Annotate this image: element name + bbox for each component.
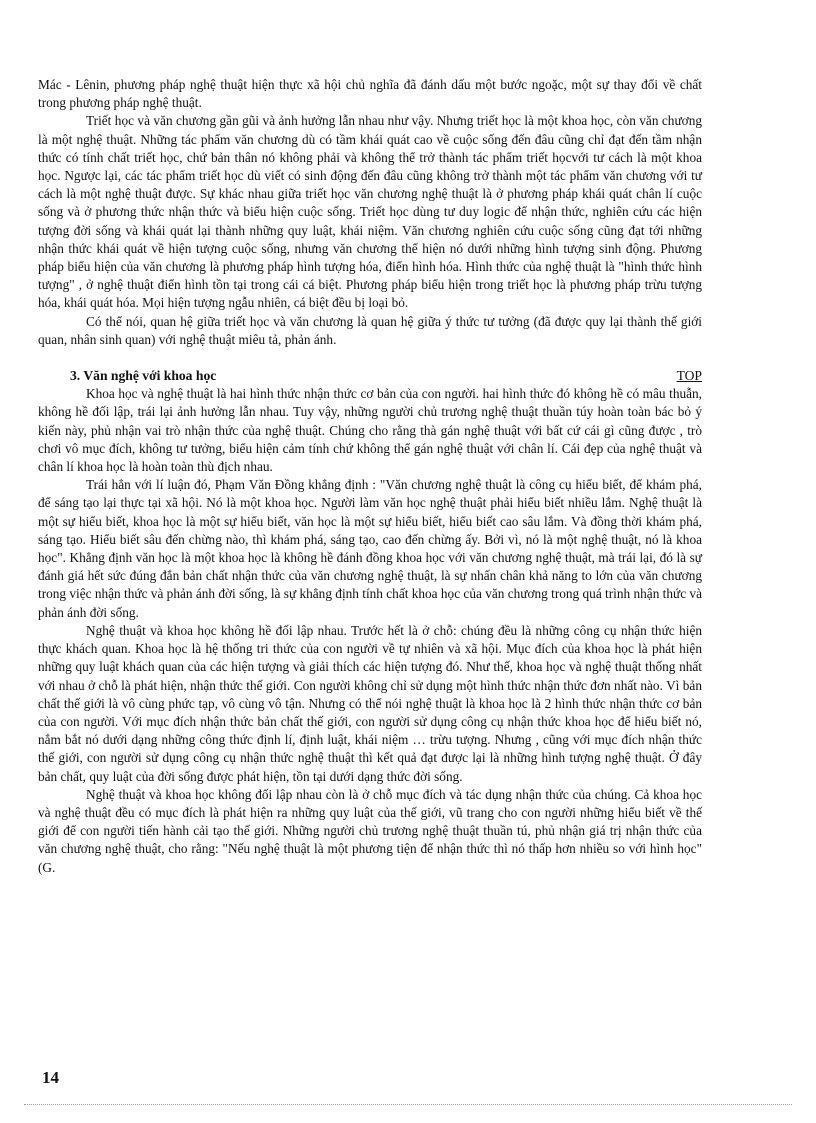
paragraph: Triết học và văn chương gần gũi và ảnh hưởng lẫn nhau như vậy. Nhưng triết học là một khoa học, còn văn chương là một nghệ thuật. Những tác phẩm văn chương dù có tầm khái quát cao về cuộc sống đến đâu cũng chỉ đạt đến tầm nhận thức có tính chất triết học, chứ bản thân nó không phải và không thể trở thành tác phẩm triết họcvới tư cách là một khoa học. Ngược lại, các tác phẩm triết học dù viết có sinh động đến đâu cũng không trở thành một tác phẩm văn chương với tư cách là một nghệ thuật được. Sự khác nhau giữa triết học văn chương nghệ thuật là ở phương pháp khái quát chân lí cuộc sống và ở phương thức nhận thức và biểu hiện cuộc sống. Triết học dùng tư duy logic để nhận thức, nghiên cứu các hiện tượng đời sống và khái quát lại thành những quy luật, khái niệm. Văn chương nghiên cứu cuộc sống cũng đạt tới những nhận thức khái quát về hiện tượng cuộc sống, nhưng văn chương thể hiện nó dưới những hình tượng sinh động. Phương pháp biểu hiện của văn chương là phương pháp hình tượng hóa, điển hình hóa. Hình thức của nghệ thuật là "hình thức hình tượng" , ở nghệ thuật điển hình tồn tại trong cái cá biệt. Phương pháp biểu hiện trong triết học là phương pháp trừu tượng hóa, khái quát hóa. Mọi hiện tượng ngẫu nhiên, cá biệt đều bị loại bỏ. [38, 113, 702, 311]
paragraph: Có thể nói, quan hệ giữa triết học và văn chương là quan hệ giữa ý thức tư tưởng (đã được quy lại thành thế giới quan, nhân sinh quan) với nghệ thuật miêu tả, phản ánh. [38, 313, 702, 347]
section-title: 3. Văn nghệ với khoa học [70, 368, 217, 384]
document-body [38, 76, 702, 877]
page-number: 14 [42, 1068, 59, 1087]
paragraph: Mác - Lênin, phương pháp nghệ thuật hiện thực xã hội chủ nghĩa đã đánh dấu một bước ngoặc, một sự thay đổi về chất trong phương pháp nghệ thuật. [38, 77, 702, 111]
section-heading [38, 367, 702, 385]
spacer [38, 349, 702, 367]
top-link[interactable]: TOP [676, 368, 702, 384]
paragraph: Trái hẳn với lí luận đó, Phạm Văn Đồng khẳng định : "Văn chương nghệ thuật là công cụ hiểu biết, để khám phá, để sáng tạo lại thực tại xã hội. Nó là một khoa học. Người làm văn học nghệ thuật phải hiểu biết nhiều lắm. Nghệ thuật là một sự hiểu biết, khoa học là một sự hiểu biết, văn học là một sự hiểu biết, hiểu biết cao sâu lắm. Và đồng thời khám phá, sáng tạo. Hiểu biết sâu đến chừng nào, thì khám phá, sáng tạo, cao đến chừng ấy. Bởi vì, nó là một nghệ thuật, nó là khoa học". Khẳng định văn học là một khoa học là không hề đánh đồng khoa học với văn chương nghệ thuật, mà trái lại, đó là sự đánh giá hết sức đúng đắn bản chất nhận thức của văn chương nghệ thuật, là sự nhấn chân khả năng to lớn của văn chương trong việc nhận thức và phản ánh đời sống, là sự khẳng định tính chất khoa học của văn chương trong quá trình nhận thức và phản ánh đời sống. [38, 477, 702, 620]
paragraph: Nghệ thuật và khoa học không đối lập nhau còn là ở chỗ mục đích và tác dụng nhận thức của chúng. Cả khoa học và nghệ thuật đều có mục đích là phát hiện ra những quy luật của thế giới, vũ trang cho con người những hiểu biết về thế giới để con người tiến hành cải tạo thế giới. Những người chủ trương nghệ thuật thuần tú, phủ nhận giá trị nhận thức của văn chương nghệ thuật, cho rằng: "Nếu nghệ thuật là một phương tiện để nhận thức thì nó thấp hơn nhiều so với hình học" (G. [38, 786, 702, 875]
paragraph: Nghệ thuật và khoa học không hề đối lập nhau. Trước hết là ở chỗ: chúng đều là những công cụ nhận thức hiện thực khách quan. Khoa học là hệ thống tri thức của con người về tự nhiên và xã hội. Mục đích của khoa học là phát hiện những quy luật khách quan của các hiện tượng và giải thích các hiện tượng đó. Như thế, khoa học và nghệ thuật thống nhất với nhau ở chỗ là phát hiện, nhận thức thế giới. Con người không chỉ sử dụng một hình thức nhận thức đơn nhất nào. Vì bản chất thế giới là vô cùng phức tạp, vô cùng vô tận. Nhưng có thể nói nghệ thuật là khoa học là 2 hình thức nhận thức cơ bản của con người. Với mục đích nhận thức bản chất thế giới, con người sử dụng công cụ nhận thức khoa học để hiểu biết nó, nắm bắt nó dưới dạng những công thức định lí, định luật, khái niệm … trừu tượng. Nhưng , cũng với mục đích nhận thức thế giới, con người sử dụng công cụ nhận thức nghệ thuật thì kết quả đạt được lại là những hình tượng nghệ thuật. Ở đây bản chất, quy luật của đời sống được phát hiện, tồn tại dưới dạng thức đời sống. [38, 622, 702, 784]
footer-divider [24, 1104, 792, 1105]
paragraph: Khoa học và nghệ thuật là hai hình thức nhận thức cơ bản của con người. hai hình thức đó không hề có mâu thuẫn, không hề đối lập, trái lại ảnh hưởng lẫn nhau. Tuy vậy, những người chủ trương nghệ thuật thuần túy hoàn toàn bác bỏ ý kiến này, phủ nhận vai trò nhận thức của nghệ thuật. Chúng cho rằng thà gán nghệ thuật với bất cứ cái gì cũng được , trò chơi vô mục đích, không tư tưởng, biểu hiện cảm tính chứ không thể gán nghệ thuật với chân lí. Cái đẹp của nghệ thuật và chân lí khoa học là hoàn toàn thù địch nhau. [38, 386, 702, 475]
